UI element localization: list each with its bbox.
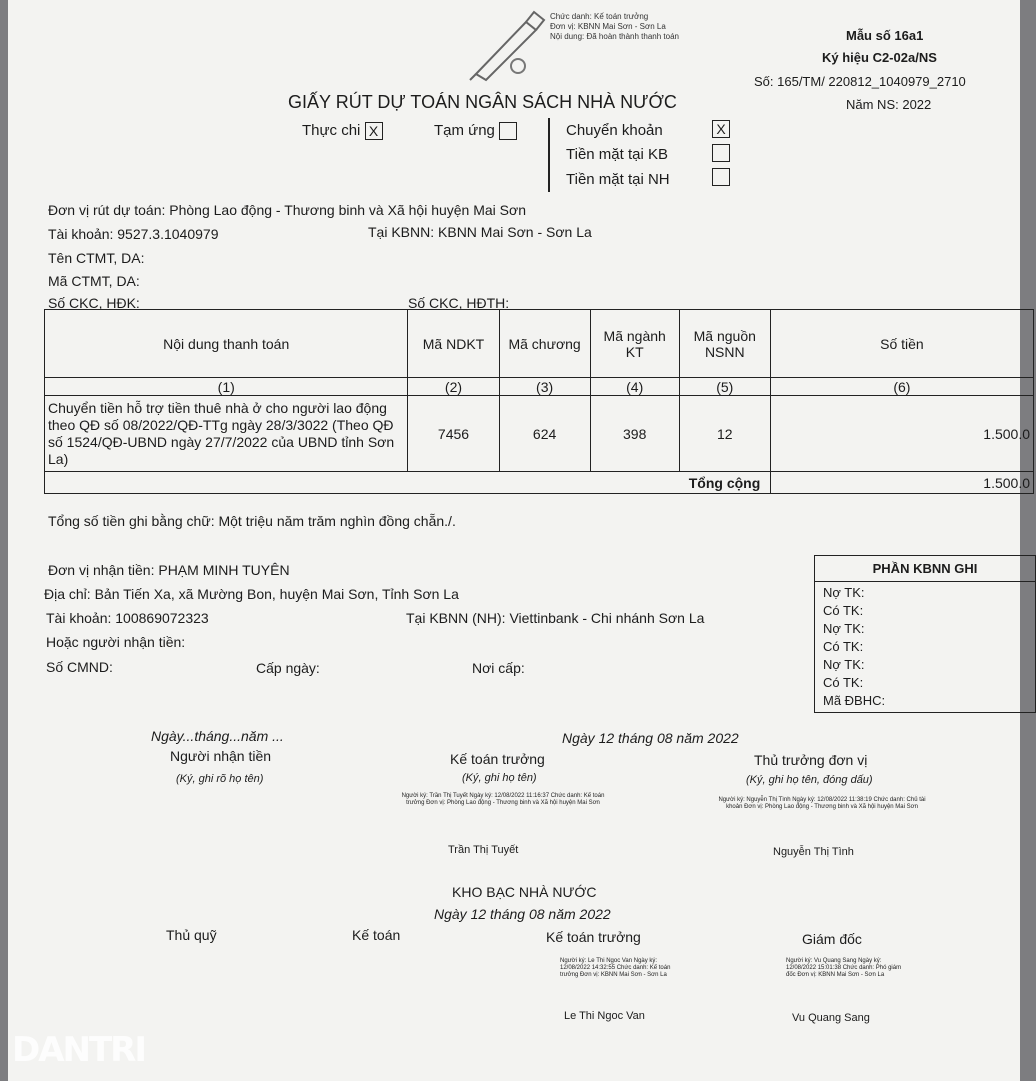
- table-num-row: [45, 378, 1034, 396]
- ke-toan-truong-title: Kế toán trưởng: [450, 751, 545, 767]
- thu-truong-sub: (Ký, ghi họ tên, đóng dấu): [746, 774, 873, 786]
- checkbox-tien-mat-kb[interactable]: [712, 144, 730, 162]
- dia-chi: Địa chỉ: Bản Tiến Xa, xã Mường Bon, huyện Mai Sơn, Tỉnh Sơn La: [44, 586, 459, 602]
- tai-kbnn-nh: Tại KBNN (NH): Viettinbank - Chi nhánh Sơn La: [406, 610, 705, 626]
- document-page: [8, 0, 1030, 1081]
- form-number: Mẫu số 16a1: [846, 28, 924, 43]
- kbnn-box-title: PHẦN KBNN GHI: [815, 556, 1035, 582]
- kho-bac-ngay: Ngày 12 tháng 08 năm 2022: [434, 906, 611, 922]
- num-cell: (4): [590, 378, 679, 396]
- col-ma-ndkt: Mã NDKT: [408, 310, 499, 378]
- total-value: 1.500.0: [770, 472, 1033, 494]
- thu-quy: Thủ quỹ: [166, 927, 217, 943]
- cell-chuong: 624: [499, 396, 590, 472]
- divider: [548, 118, 550, 192]
- tai-khoan-nhan: Tài khoản: 100869072323: [46, 610, 209, 626]
- cell-nguon: 12: [679, 396, 770, 472]
- nguoi-nhan-tien: Người nhận tiền: [170, 748, 272, 764]
- total-label: Tổng cộng: [679, 472, 770, 494]
- digital-signature: Người ký: Nguyễn Thị Tình Ngày ký: 12/08/2022 11:38:19 Chức danh: Chủ tài khoản Đơn vị: Phòng Lao động - Thương binh và Xã hội huyện Mai Sơn: [718, 797, 926, 810]
- num-cell: (1): [45, 378, 408, 396]
- option-tien-mat-kb-label: Tiền mặt tại KB: [566, 146, 668, 163]
- thu-truong-title: Thủ trưởng đơn vị: [754, 752, 868, 768]
- ke-toan-truong-name: Trần Thị Tuyết: [448, 844, 519, 856]
- cap-ngay: Cấp ngày:: [256, 660, 320, 676]
- cell-noi-dung: Chuyển tiền hỗ trợ tiền thuê nhà ở cho người lao động theo QĐ số 08/2022/QĐ-TTg ngày 28/3/3022 (Theo QĐ số 1524/QĐ-UBND ngày 27/7/2022 của UBND tỉnh Sơn La): [45, 396, 408, 472]
- col-ma-nguon: Mã nguồn NSNN: [679, 310, 770, 378]
- col-noi-dung: Nội dung thanh toán: [45, 310, 408, 378]
- no-tk: Nợ TK:: [823, 585, 865, 600]
- checkbox-tam-ung[interactable]: [499, 122, 517, 140]
- kb-ke-toan-truong: Kế toán trưởng: [546, 929, 641, 945]
- cell-nganh: 398: [590, 396, 679, 472]
- form-symbol: Ký hiệu C2-02a/NS: [822, 50, 937, 65]
- no-tk: Nợ TK:: [823, 621, 865, 636]
- digital-signature: Người ký: Le Thi Ngoc Van Ngày ký: 12/08/2022 14:32:55 Chức danh: Kế toán trưởng Đơn vị: KBNN Mai Sơn - Sơn La: [560, 958, 671, 978]
- no-tk: Nợ TK:: [823, 657, 865, 672]
- ngay-ky: Ngày 12 tháng 08 năm 2022: [562, 730, 739, 746]
- co-tk: Có TK:: [823, 675, 864, 690]
- dantri-logo: DANTRI: [12, 1030, 146, 1070]
- giam-doc-name: Vu Quang Sang: [792, 1012, 870, 1024]
- num-cell: (5): [679, 378, 770, 396]
- col-ma-nganh: Mã ngành KT: [590, 310, 679, 378]
- so-cmnd: Số CMND:: [46, 659, 113, 675]
- digital-signature: Người ký: Vu Quang Sang Ngày ký: 12/08/2022 15:01:38 Chức danh: Phó giám đốc Đơn vị: KBNN Mai Sơn - Sơn La: [786, 958, 902, 978]
- num-cell: (2): [408, 378, 499, 396]
- option-thuc-chi: Thực chi X: [302, 122, 383, 140]
- tai-kbnn: Tại KBNN: KBNN Mai Sơn - Sơn La: [368, 224, 592, 240]
- kbnn-box: [814, 555, 1036, 713]
- cell-so-tien: 1.500.0: [770, 396, 1033, 472]
- payment-table: [44, 309, 1034, 494]
- amount-in-words: Tổng số tiền ghi bằng chữ: Một triệu năm trăm nghìn đồng chẵn./.: [48, 513, 456, 529]
- giam-doc: Giám đốc: [802, 931, 862, 947]
- cell-ndkt: 7456: [408, 396, 499, 472]
- don-vi-rut: Đơn vị rút dự toán: Phòng Lao động - Thương binh và Xã hội huyện Mai Sơn: [48, 202, 526, 218]
- table-row: [45, 396, 1034, 472]
- so-ckc-hdk: Số CKC, HĐK:: [48, 295, 140, 311]
- hoac-nguoi-nhan: Hoặc người nhận tiền:: [46, 634, 186, 650]
- budget-year: Năm NS: 2022: [846, 97, 932, 112]
- don-vi-nhan: Đơn vị nhận tiền: PHẠM MINH TUYÊN: [48, 562, 290, 578]
- digital-signature: Người ký: Trần Thị Tuyết Ngày ký: 12/08/2022 11:16:37 Chức danh: Kế toán trưởng Đơn vị: Phòng Lao động - Thương binh và Xã hội huyện Mai Sơn: [401, 793, 605, 806]
- nguoi-nhan-sub: (Ký, ghi rõ họ tên): [176, 773, 264, 785]
- table-header-row: [45, 310, 1034, 378]
- checkbox-chuyen-khoan[interactable]: X: [712, 120, 730, 138]
- option-tam-ung: Tạm ứng: [434, 122, 517, 140]
- checkbox-tien-mat-nh[interactable]: [712, 168, 730, 186]
- ngay-blank: Ngày...tháng...năm ...: [151, 728, 284, 744]
- so-ckc-hdth: Số CKC, HĐTH:: [408, 295, 510, 311]
- thu-truong-name: Nguyễn Thị Tình: [773, 846, 854, 858]
- ke-toan-truong-sub: (Ký, ghi họ tên): [462, 772, 537, 784]
- num-cell: (6): [770, 378, 1033, 396]
- option-chuyen-khoan-label: Chuyển khoản: [566, 122, 663, 139]
- total-spacer: [45, 472, 680, 494]
- kb-ke-toan-truong-name: Le Thi Ngoc Van: [564, 1010, 645, 1022]
- tai-khoan: Tài khoản: 9527.3.1040979: [48, 226, 219, 242]
- num-cell: (3): [499, 378, 590, 396]
- ma-dbhc: Mã ĐBHC:: [823, 693, 886, 708]
- col-ma-chuong: Mã chương: [499, 310, 590, 378]
- co-tk: Có TK:: [823, 603, 864, 618]
- page-title: GIẤY RÚT DỰ TOÁN NGÂN SÁCH NHÀ NƯỚC: [288, 92, 677, 112]
- ma-ctmt: Mã CTMT, DA:: [48, 273, 140, 289]
- noi-cap: Nơi cấp:: [472, 660, 525, 676]
- ke-toan: Kế toán: [352, 927, 401, 943]
- option-tien-mat-nh-label: Tiền mặt tại NH: [566, 171, 670, 188]
- document-number: Số: 165/TM/ 220812_1040979_2710: [754, 74, 966, 89]
- checkbox-thuc-chi[interactable]: X: [365, 122, 383, 140]
- table-total-row: [45, 472, 1034, 494]
- stamp-text: Chức danh: Kế toán trưởng Đơn vị: KBNN Mai Sơn - Sơn La Nội dung: Đã hoàn thành thanh toán: [550, 12, 679, 41]
- signature-pen-icon: [456, 8, 556, 80]
- col-so-tien: Số tiền: [770, 310, 1033, 378]
- kho-bac-title: KHO BẠC NHÀ NƯỚC: [452, 884, 597, 900]
- ten-ctmt: Tên CTMT, DA:: [48, 250, 145, 266]
- co-tk: Có TK:: [823, 639, 864, 654]
